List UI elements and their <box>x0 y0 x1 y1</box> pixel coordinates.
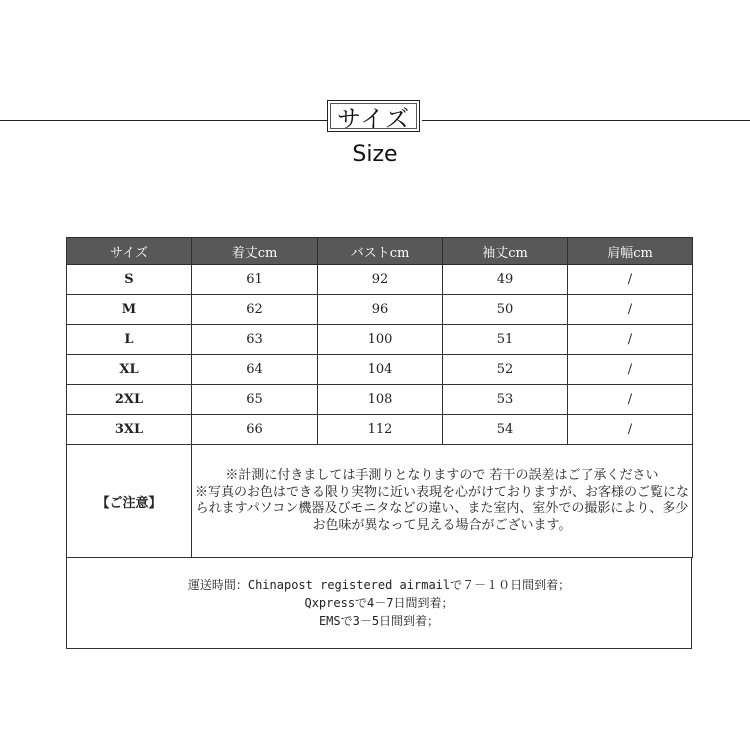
notes-row <box>67 445 693 558</box>
shoulder-cell: / <box>568 415 693 445</box>
title-rule-right <box>422 120 750 121</box>
length-cell: 65 <box>192 385 318 415</box>
size-cell: S <box>67 265 192 295</box>
size-cell: 2XL <box>67 385 192 415</box>
col-header-sleeve: 袖丈cm <box>443 238 568 265</box>
notes-content <box>192 445 693 558</box>
table-row <box>67 385 693 415</box>
shoulder-cell: / <box>568 325 693 355</box>
shipping-line-ems: EMSで3－5日間到着； <box>318 614 440 628</box>
bust-cell: 92 <box>318 265 443 295</box>
table-header-row <box>67 238 693 265</box>
note-measurement: ※計測に付きましては手測りとなりますので 若干の誤差はご了承ください <box>225 468 659 483</box>
sleeve-cell: 52 <box>443 355 568 385</box>
shipping-info <box>66 558 692 649</box>
section-subtitle: Size <box>352 142 398 167</box>
table-row <box>67 265 693 295</box>
size-cell: 3XL <box>67 415 192 445</box>
size-cell: M <box>67 295 192 325</box>
bust-cell: 108 <box>318 385 443 415</box>
shoulder-cell: / <box>568 355 693 385</box>
col-header-shoulder: 肩幅cm <box>568 238 693 265</box>
sleeve-cell: 51 <box>443 325 568 355</box>
bust-cell: 112 <box>318 415 443 445</box>
length-cell: 61 <box>192 265 318 295</box>
bust-cell: 100 <box>318 325 443 355</box>
length-cell: 66 <box>192 415 318 445</box>
shipping-line-qxpress: Qxpressで4－7日間到着； <box>304 596 454 610</box>
length-cell: 63 <box>192 325 318 355</box>
sleeve-cell: 54 <box>443 415 568 445</box>
bust-cell: 104 <box>318 355 443 385</box>
section-title-text: サイズ <box>336 104 411 133</box>
table-row <box>67 325 693 355</box>
shoulder-cell: / <box>568 265 693 295</box>
sleeve-cell: 53 <box>443 385 568 415</box>
col-header-size: サイズ <box>67 238 192 265</box>
length-cell: 64 <box>192 355 318 385</box>
col-header-bust: バストcm <box>318 238 443 265</box>
size-cell: L <box>67 325 192 355</box>
col-header-length: 着丈cm <box>192 238 318 265</box>
table-row <box>67 415 693 445</box>
table-row <box>67 355 693 385</box>
length-cell: 62 <box>192 295 318 325</box>
size-table <box>66 237 693 558</box>
bust-cell: 96 <box>318 295 443 325</box>
section-title <box>327 100 420 132</box>
sleeve-cell: 50 <box>443 295 568 325</box>
shoulder-cell: / <box>568 385 693 415</box>
table-row <box>67 295 693 325</box>
shoulder-cell: / <box>568 295 693 325</box>
title-rule-left <box>0 120 327 121</box>
size-cell: XL <box>67 355 192 385</box>
shipping-line-chinapost: 運送時間：Chinapost registered airmailで７－１０日間到着； <box>187 578 571 592</box>
sleeve-cell: 49 <box>443 265 568 295</box>
notes-label: 【ご注意】 <box>67 445 192 558</box>
note-color: ※写真のお色はできる限り実物に近い表現を心がけておりますが、お客様のご覧になられますパソコン機器及びモニタなどの違い、また室内、室外での撮影により、多少お色味が異なって見える場合がございます。 <box>194 484 689 533</box>
